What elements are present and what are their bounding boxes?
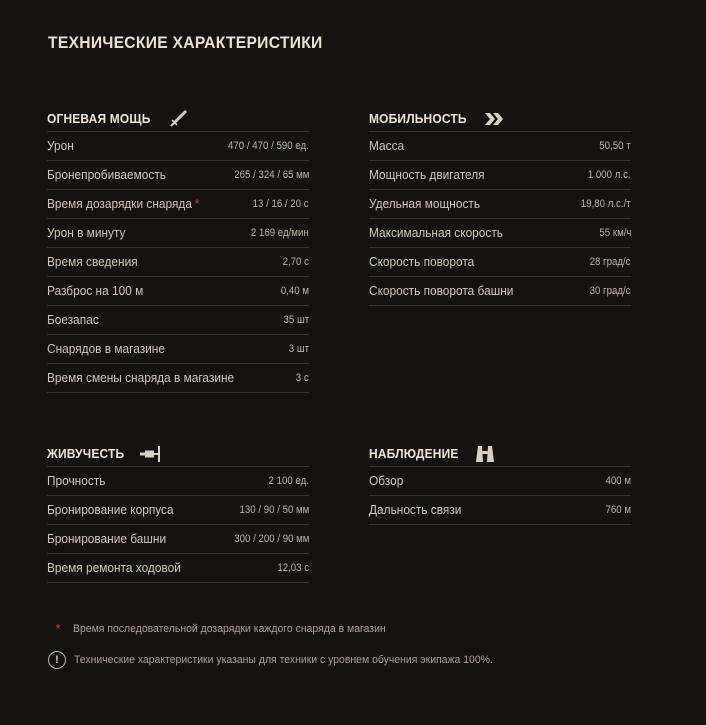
table-row <box>369 190 631 219</box>
table-row <box>47 161 309 190</box>
section-mobility <box>369 106 631 306</box>
footnote-asterisk <box>47 621 402 636</box>
table-row <box>47 190 309 219</box>
row-label: Урон <box>47 139 74 153</box>
row-label: Максимальная скорость <box>369 226 503 240</box>
row-label: Время смены снаряда в магазине <box>47 371 235 385</box>
row-value: 3 шт <box>288 343 309 355</box>
row-value: 2 100 ед. <box>268 475 309 487</box>
row-label-text: Время дозарядки снаряда <box>47 197 192 211</box>
section-title: ЖИВУЧЕСТЬ <box>47 446 125 461</box>
row-label: Разброс на 100 м <box>47 284 144 298</box>
table-row <box>369 467 631 496</box>
row-label: Масса <box>369 139 405 153</box>
syringe-icon <box>139 444 163 464</box>
row-label: Удельная мощность <box>369 197 481 211</box>
row-label: Бронирование башни <box>47 532 167 546</box>
row-label: Время сведения <box>47 255 138 269</box>
section-firepower <box>47 106 309 393</box>
table-row <box>369 277 631 306</box>
row-label: Бронирование корпуса <box>47 503 174 517</box>
table-row <box>47 525 309 554</box>
table-row <box>47 467 309 496</box>
table-row <box>47 219 309 248</box>
row-value: 300 / 200 / 90 мм <box>233 533 309 545</box>
row-label: Прочность <box>47 474 106 488</box>
row-label: Скорость поворота <box>369 255 475 269</box>
row-value: 12,03 с <box>277 562 309 574</box>
binoculars-icon <box>474 444 496 464</box>
section-title: НАБЛЮДЕНИЕ <box>369 446 459 461</box>
table-row <box>47 496 309 525</box>
row-value: 265 / 324 / 65 мм <box>233 169 309 181</box>
section-header <box>369 106 631 132</box>
table-row <box>47 554 309 583</box>
row-value: 50,50 т <box>599 140 631 152</box>
table-row <box>369 132 631 161</box>
asterisk-mark: * <box>194 197 200 211</box>
section-title: ОГНЕВАЯ МОЩЬ <box>47 111 151 126</box>
row-label: Мощность двигателя <box>369 168 485 182</box>
asterisk-mark: * <box>55 621 61 636</box>
row-value: 28 град/с <box>590 256 631 268</box>
table-row <box>47 277 309 306</box>
row-label: Снарядов в магазине <box>47 342 165 356</box>
table-row <box>47 248 309 277</box>
sword-icon <box>168 109 188 129</box>
row-value: 30 град/с <box>590 285 631 297</box>
row-label: Бронепробиваемость <box>47 168 166 182</box>
row-value: 55 км/ч <box>598 227 631 239</box>
row-value: 2 169 ед/мин <box>251 227 309 239</box>
footnote-info <box>47 651 515 669</box>
section-observation <box>369 441 631 525</box>
row-label: Обзор <box>369 474 404 488</box>
row-value: 0,40 м <box>280 285 309 297</box>
table-row <box>47 306 309 335</box>
table-row <box>47 335 309 364</box>
row-label: Дальность связи <box>369 503 462 517</box>
section-header <box>47 441 309 467</box>
row-value: 35 шт <box>283 314 309 326</box>
row-label: Урон в минуту <box>47 226 126 240</box>
section-survivability <box>47 441 309 583</box>
row-label <box>47 197 199 211</box>
row-value: 470 / 470 / 590 ед. <box>228 140 309 152</box>
section-header <box>47 106 309 132</box>
row-value: 400 м <box>605 475 631 487</box>
table-row <box>369 161 631 190</box>
info-icon: ! <box>48 651 66 669</box>
row-label: Боезапас <box>47 313 99 327</box>
row-value: 130 / 90 / 50 мм <box>239 504 309 516</box>
row-label: Время ремонта ходовой <box>47 561 181 575</box>
row-value: 760 м <box>605 504 631 516</box>
page-title: ТЕХНИЧЕСКИЕ ХАРАКТЕРИСТИКИ <box>48 33 323 52</box>
section-header <box>369 441 631 467</box>
row-value: 13 / 16 / 20 с <box>253 198 309 210</box>
table-row <box>369 496 631 525</box>
double-chevron-icon <box>483 111 505 127</box>
row-label: Скорость поворота башни <box>369 284 514 298</box>
row-value: 19,80 л.с./т <box>581 198 631 210</box>
table-row <box>369 248 631 277</box>
row-value: 2,70 с <box>282 256 309 268</box>
footnote-text: Технические характеристики указаны для техники с уровнем обучения экипажа 100%. <box>74 654 493 666</box>
table-row <box>369 219 631 248</box>
table-row <box>47 364 309 393</box>
section-title: МОБИЛЬНОСТЬ <box>369 111 467 126</box>
footnote-text: Время последовательной дозарядки каждого снаряда в магазин <box>73 622 386 635</box>
row-value: 3 с <box>296 372 309 384</box>
row-value: 1 000 л.с. <box>588 169 631 181</box>
table-row <box>47 132 309 161</box>
